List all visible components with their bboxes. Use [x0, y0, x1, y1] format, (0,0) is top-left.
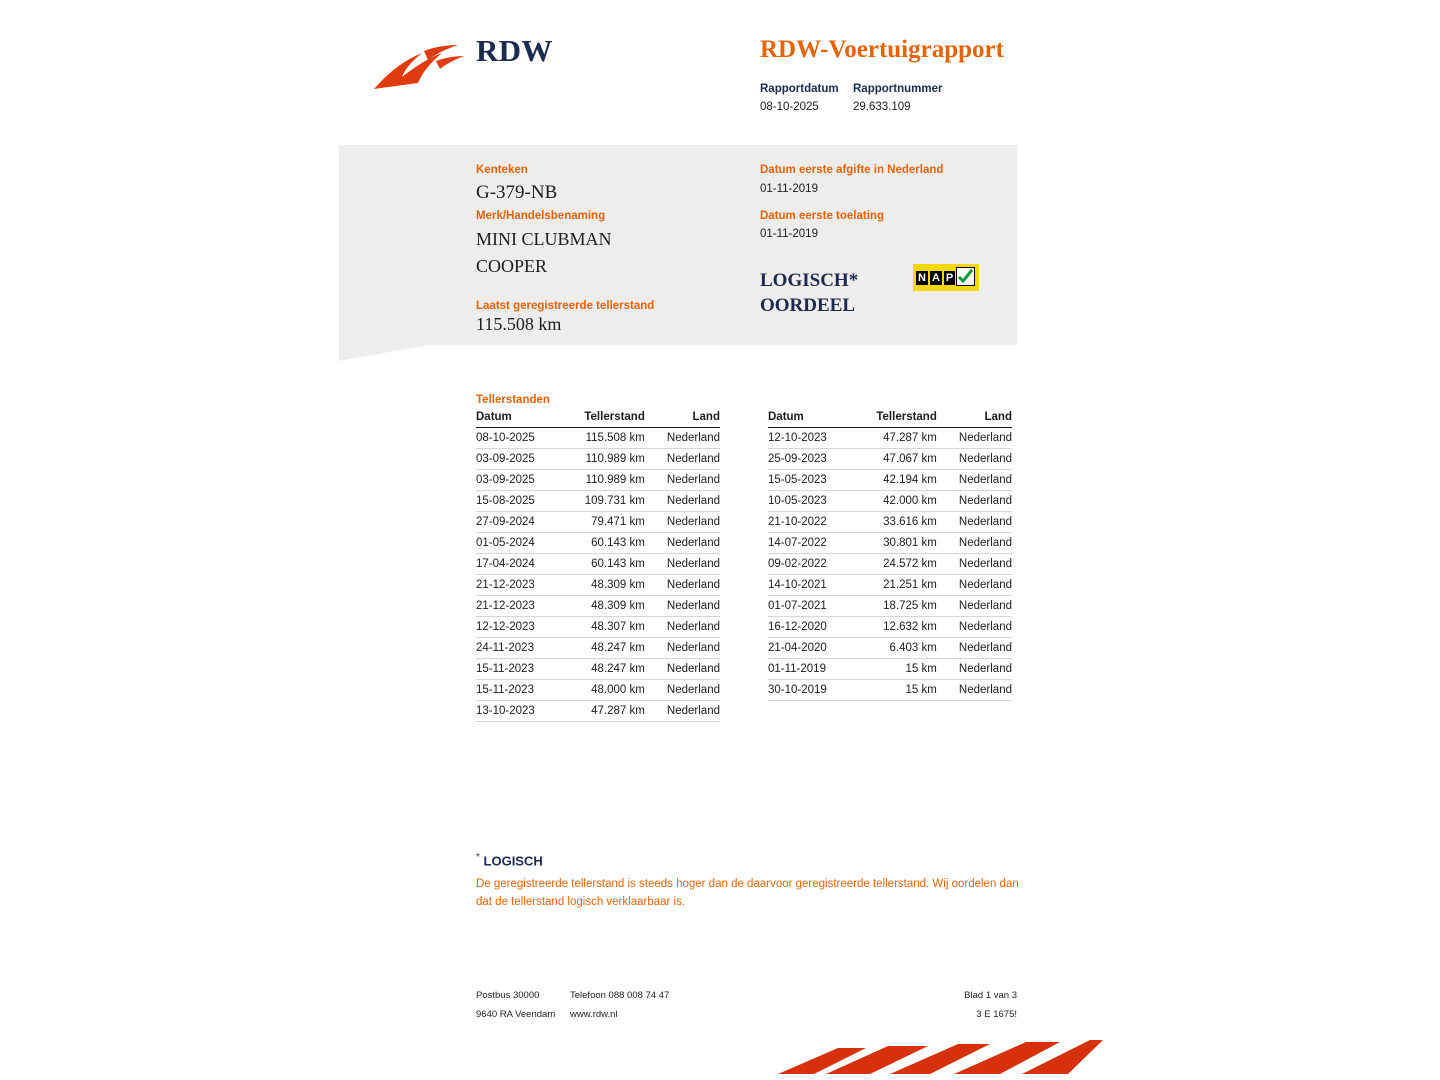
cell-datum: 24-11-2023	[476, 638, 559, 659]
cell-tellerstand: 48.309 km	[559, 596, 645, 617]
readings-section-title: Tellerstanden	[476, 394, 550, 406]
cell-tellerstand: 18.725 km	[851, 596, 937, 617]
rdw-flame-logo-icon	[372, 45, 467, 93]
cell-datum: 21-04-2020	[768, 638, 851, 659]
col-header-datum: Datum	[476, 411, 559, 428]
table-row	[768, 533, 1012, 554]
cell-land: Nederland	[937, 638, 1012, 659]
report-title: RDW-Voertuigrapport	[760, 36, 1004, 63]
cell-tellerstand: 110.989 km	[559, 449, 645, 470]
cell-land: Nederland	[645, 575, 720, 596]
cell-tellerstand: 48.247 km	[559, 659, 645, 680]
cell-datum: 15-11-2023	[476, 659, 559, 680]
verdict-line1: LOGISCH*	[760, 270, 859, 291]
cell-tellerstand: 47.287 km	[851, 428, 937, 449]
cell-datum: 01-05-2024	[476, 533, 559, 554]
cell-tellerstand: 115.508 km	[559, 428, 645, 449]
nap-letters	[916, 271, 955, 285]
cell-tellerstand: 47.287 km	[559, 701, 645, 722]
last-odometer-value: 115.508 km	[476, 314, 562, 334]
cell-land: Nederland	[937, 596, 1012, 617]
footer-page-number: Blad 1 van 3	[964, 990, 1017, 1001]
cell-datum: 15-05-2023	[768, 470, 851, 491]
footnote-body: De geregistreerde tellerstand is steeds hoger dan de daarvoor geregistreerde tellerstand. Wij oordelen dan dat de tellerstand logisch verklaarbaar is.	[476, 878, 1019, 908]
footer-website[interactable]: www.rdw.nl	[570, 1009, 618, 1020]
cell-datum: 30-10-2019	[768, 680, 851, 701]
cell-tellerstand: 12.632 km	[851, 617, 937, 638]
cell-land: Nederland	[937, 428, 1012, 449]
rdw-wordmark: RDW	[476, 33, 553, 68]
table-row	[768, 491, 1012, 512]
cell-land: Nederland	[937, 659, 1012, 680]
verdict-line2: OORDEEL	[760, 295, 856, 316]
table-row	[768, 575, 1012, 596]
cell-datum: 08-10-2025	[476, 428, 559, 449]
cell-land: Nederland	[937, 533, 1012, 554]
table-header-row	[768, 411, 1012, 428]
cell-land: Nederland	[645, 512, 720, 533]
col-header-land: Land	[645, 411, 720, 428]
report-date-label: Rapportdatum	[760, 83, 839, 95]
table-row	[768, 617, 1012, 638]
table-row	[476, 491, 720, 512]
first-admission-value: 01-11-2019	[760, 228, 818, 240]
report-number-label: Rapportnummer	[853, 83, 943, 95]
col-header-tellerstand: Tellerstand	[851, 411, 937, 428]
cell-tellerstand: 42.000 km	[851, 491, 937, 512]
merk-label: Merk/Handelsbenaming	[476, 210, 606, 222]
first-admission-label: Datum eerste toelating	[760, 210, 884, 222]
cell-tellerstand: 33.616 km	[851, 512, 937, 533]
cell-land: Nederland	[645, 533, 720, 554]
cell-land: Nederland	[937, 470, 1012, 491]
footer-postbus: Postbus 30000	[476, 990, 540, 1001]
kenteken-value: G-379-NB	[476, 182, 558, 203]
table-row	[768, 470, 1012, 491]
nap-letter-a: A	[931, 271, 940, 284]
document-header	[0, 0, 1440, 145]
cell-tellerstand: 6.403 km	[851, 638, 937, 659]
cell-datum: 27-09-2024	[476, 512, 559, 533]
cell-datum: 03-09-2025	[476, 470, 559, 491]
cell-datum: 09-02-2022	[768, 554, 851, 575]
cell-datum: 21-10-2022	[768, 512, 851, 533]
kenteken-label: Kenteken	[476, 164, 528, 176]
band-notch-decoration	[339, 345, 429, 361]
cell-datum: 13-10-2023	[476, 701, 559, 722]
readings-table-right	[768, 411, 1012, 701]
cell-datum: 17-04-2024	[476, 554, 559, 575]
cell-land: Nederland	[645, 428, 720, 449]
cell-tellerstand: 21.251 km	[851, 575, 937, 596]
cell-datum: 01-11-2019	[768, 659, 851, 680]
table-row	[476, 470, 720, 491]
footnote-title-text: LOGISCH	[483, 853, 543, 869]
cell-land: Nederland	[645, 659, 720, 680]
table-row	[768, 428, 1012, 449]
first-issue-label: Datum eerste afgifte in Nederland	[760, 164, 944, 176]
cell-land: Nederland	[937, 617, 1012, 638]
cell-land: Nederland	[645, 638, 720, 659]
col-header-tellerstand: Tellerstand	[559, 411, 645, 428]
cell-tellerstand: 15 km	[851, 659, 937, 680]
table-row	[768, 680, 1012, 701]
table-row	[476, 575, 720, 596]
last-odometer-label: Laatst geregistreerde tellerstand	[476, 300, 655, 312]
cell-tellerstand: 60.143 km	[559, 533, 645, 554]
cell-datum: 10-05-2023	[768, 491, 851, 512]
report-date-value: 08-10-2025	[760, 101, 819, 113]
readings-right-body	[768, 428, 1012, 701]
cell-tellerstand: 109.731 km	[559, 491, 645, 512]
report-number-value: 29.633.109	[853, 101, 911, 113]
table-header-row	[476, 411, 720, 428]
cell-tellerstand: 79.471 km	[559, 512, 645, 533]
cell-tellerstand: 48.000 km	[559, 680, 645, 701]
table-row	[768, 449, 1012, 470]
cell-land: Nederland	[645, 554, 720, 575]
table-row	[476, 680, 720, 701]
table-row	[476, 554, 720, 575]
cell-land: Nederland	[645, 491, 720, 512]
cell-tellerstand: 47.067 km	[851, 449, 937, 470]
cell-land: Nederland	[937, 575, 1012, 596]
table-row	[768, 638, 1012, 659]
cell-datum: 25-09-2023	[768, 449, 851, 470]
col-header-datum: Datum	[768, 411, 851, 428]
cell-land: Nederland	[645, 449, 720, 470]
cell-land: Nederland	[937, 554, 1012, 575]
footer-phone: Telefoon 088 008 74 47	[570, 990, 670, 1001]
first-issue-value: 01-11-2019	[760, 183, 818, 195]
footnote-marker: *	[476, 852, 480, 863]
cell-datum: 15-11-2023	[476, 680, 559, 701]
readings-left-body	[476, 428, 720, 722]
table-row	[476, 659, 720, 680]
table-row	[476, 449, 720, 470]
cell-land: Nederland	[645, 680, 720, 701]
table-row	[768, 512, 1012, 533]
table-row	[768, 554, 1012, 575]
cell-tellerstand: 48.247 km	[559, 638, 645, 659]
nap-logo-icon	[913, 264, 979, 291]
table-row	[476, 596, 720, 617]
verdict-block	[760, 268, 858, 318]
nap-checkmark-icon	[956, 267, 975, 286]
cell-land: Nederland	[937, 680, 1012, 701]
merk-value-line2: COOPER	[476, 256, 548, 276]
cell-land: Nederland	[937, 491, 1012, 512]
footer-city: 9640 RA Veendam	[476, 1009, 556, 1020]
cell-datum: 01-07-2021	[768, 596, 851, 617]
table-row	[476, 533, 720, 554]
cell-tellerstand: 48.309 km	[559, 575, 645, 596]
cell-datum: 14-10-2021	[768, 575, 851, 596]
cell-tellerstand: 60.143 km	[559, 554, 645, 575]
table-row	[476, 617, 720, 638]
cell-land: Nederland	[645, 617, 720, 638]
col-header-land: Land	[937, 411, 1012, 428]
footer-flame-graphic-icon	[778, 1040, 1103, 1080]
table-row	[476, 428, 720, 449]
cell-land: Nederland	[937, 512, 1012, 533]
cell-datum: 21-12-2023	[476, 575, 559, 596]
cell-tellerstand: 42.194 km	[851, 470, 937, 491]
table-row	[476, 701, 720, 722]
nap-letter-n: N	[918, 271, 926, 284]
cell-land: Nederland	[645, 470, 720, 491]
table-row	[476, 638, 720, 659]
cell-datum: 14-07-2022	[768, 533, 851, 554]
cell-datum: 03-09-2025	[476, 449, 559, 470]
table-row	[768, 596, 1012, 617]
table-row	[768, 659, 1012, 680]
cell-tellerstand: 15 km	[851, 680, 937, 701]
cell-land: Nederland	[645, 596, 720, 617]
table-row	[476, 512, 720, 533]
cell-tellerstand: 48.307 km	[559, 617, 645, 638]
cell-datum: 21-12-2023	[476, 596, 559, 617]
footnote-title	[476, 852, 543, 868]
cell-tellerstand: 110.989 km	[559, 470, 645, 491]
nap-letter-p: P	[945, 271, 954, 284]
cell-datum: 16-12-2020	[768, 617, 851, 638]
cell-datum: 12-10-2023	[768, 428, 851, 449]
merk-value-line1: MINI CLUBMAN	[476, 229, 612, 249]
cell-land: Nederland	[645, 701, 720, 722]
footer-form-code: 3 E 1675!	[976, 1009, 1017, 1020]
cell-tellerstand: 24.572 km	[851, 554, 937, 575]
cell-land: Nederland	[937, 449, 1012, 470]
readings-table-left	[476, 411, 720, 722]
cell-datum: 15-08-2025	[476, 491, 559, 512]
cell-tellerstand: 30.801 km	[851, 533, 937, 554]
cell-datum: 12-12-2023	[476, 617, 559, 638]
